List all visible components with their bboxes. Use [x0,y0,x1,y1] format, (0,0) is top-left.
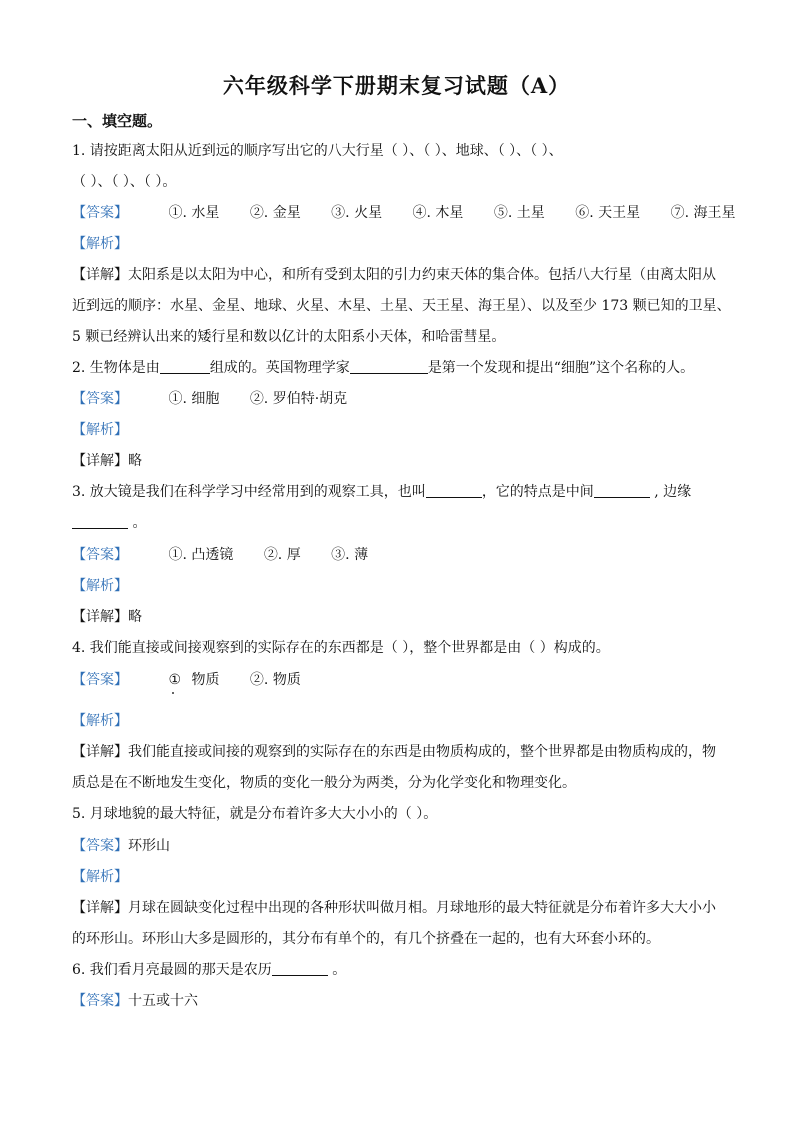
answer-label: 【答案】 [72,205,128,221]
detail-text: 月球在圆缺变化过程中出现的各种形状叫做月相。月球地形的最大特征就是分布着许多大大小小 [128,900,716,916]
answer-item: ②. 物质 [249,672,301,688]
detail-text: 我们能直接或间接的观察到的实际存在的东西是由物质构成的，整个世界都是由物质构成的，物 [128,744,716,760]
question-text: , 边缘 [649,484,692,500]
page-title: 六年级科学下册期末复习试题（A） [222,73,571,98]
answer-item: 物质 [191,672,220,688]
question-text: 6. 我们看月亮最圆的那天是农历 [72,962,272,978]
answer-blank [350,359,428,374]
answer-item: ③. 薄 [331,547,369,563]
question-text: 。 [327,962,347,978]
answer-item: ②. 罗伯特·胡克 [249,391,348,407]
answer-item: ① [168,672,182,688]
question-2-detail [72,450,732,472]
answer-item: 环形山 [128,838,170,854]
question-5-line: 5. 月球地貌的最大特征，就是分布着许多大大小小的（ ）。 [72,806,438,822]
question-6-line [72,959,732,981]
question-4-line: 4. 我们能直接或间接观察到的实际存在的东西都是（ ），整个世界都是由（ ）构成的。 [72,640,610,656]
section-heading-fill-blank: 一、填空题。 [72,112,163,130]
question-2-answer [72,388,732,410]
answer-blank [594,483,650,498]
answer-item: ⑥. 天王星 [575,205,641,221]
answer-item: ①. 水星 [168,205,220,221]
question-1-line-1: 1. 请按距离太阳从近到远的顺序写出它的八大行星（ ）、（ ）、地球、（ ）、（ ）、 [72,143,563,159]
answer-item: ⑦. 海王星 [670,205,736,221]
detail-label: 【详解】 [72,900,128,916]
question-text: 2. 生物体是由 [72,360,160,376]
detail-text: 略 [128,453,142,469]
question-1-answer [72,202,736,224]
question-3-answer [72,544,732,566]
answer-label: 【答案】 [72,993,128,1009]
answer-item: ②. 金星 [249,205,301,221]
answer-item: ③. 火星 [331,205,383,221]
question-3-detail [72,606,732,628]
question-text: 。 [128,515,147,531]
question-3-line-1 [72,481,732,503]
question-3-line-2 [72,512,732,534]
analysis-label: 【解析】 [72,713,128,729]
answer-label: 【答案】 [72,838,128,854]
answer-label: 【答案】 [72,391,128,407]
question-5-detail-line-2: 的环形山。环形山大多是圆形的，其分布有单个的，有几个挤叠在一起的，也有大环套小环的。 [72,931,660,947]
answer-item: ②. 厚 [263,547,301,563]
answer-item: ④. 木星 [412,205,464,221]
question-text: ，它的特点是中间 [481,484,594,500]
detail-label: 【详解】 [72,267,128,283]
question-text: 组成的。英国物理学家 [209,360,350,376]
answer-item: 十五或十六 [128,993,198,1009]
stray-dot [172,692,174,694]
answer-blank [272,961,328,976]
question-text: 3. 放大镜是我们在科学学习中经常用到的观察工具，也叫 [72,484,426,500]
analysis-label: 【解析】 [72,869,128,885]
question-4-answer [72,669,732,691]
question-1-detail-line-2: 近到远的顺序：水星、金星、地球、火星、木星、土星、天王星、海王星）、以及至少 173 颗已知的卫星、 [72,298,731,314]
question-4-detail-line-1 [72,741,732,763]
question-5-answer [72,835,732,857]
question-5-detail-line-1 [72,897,732,919]
question-4-detail-line-2: 质总是在不断地发生变化，物质的变化一般分为两类，分为化学变化和物理变化。 [72,775,576,791]
answer-blank [160,359,210,374]
question-1-detail-line-3: 5 颗已经辨认出来的矮行星和数以亿计的太阳系小天体，和哈雷彗星。 [72,329,506,345]
analysis-label: 【解析】 [72,578,128,594]
detail-label: 【详解】 [72,453,128,469]
question-1-line-2: （ ）、（ ）、（ ）。 [72,174,177,190]
detail-label: 【详解】 [72,744,128,760]
answer-item: ①. 凸透镜 [168,547,234,563]
analysis-label: 【解析】 [72,422,128,438]
answer-item: ⑤. 土星 [493,205,545,221]
detail-text: 略 [128,609,142,625]
question-6-answer [72,990,732,1012]
detail-label: 【详解】 [72,609,128,625]
answer-item: ①. 细胞 [168,391,220,407]
answer-blank [426,483,482,498]
question-2-line [72,357,732,379]
question-text: 是第一个发现和提出“细胞”这个名称的人。 [427,360,695,376]
answer-blank [72,514,128,529]
answer-label: 【答案】 [72,672,128,688]
analysis-label: 【解析】 [72,236,128,252]
question-1-detail-line-1 [72,264,732,286]
detail-text: 太阳系是以太阳为中心，和所有受到太阳的引力约束天体的集合体。包括八大行星（由离太阳从 [128,267,716,283]
answer-label: 【答案】 [72,547,128,563]
